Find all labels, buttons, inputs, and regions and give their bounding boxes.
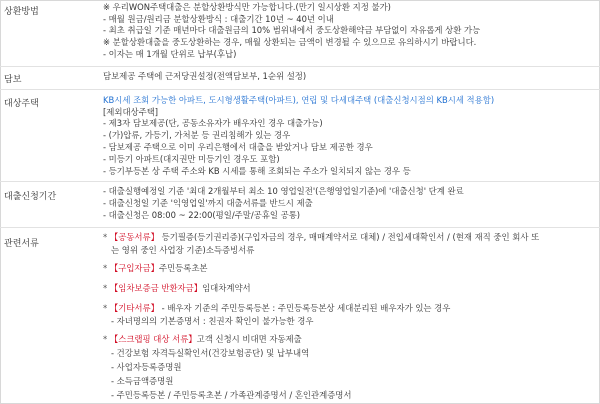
- documents-item-scraping: [103, 334, 302, 345]
- documents-item-other: [103, 303, 450, 314]
- documents-item-purchase: [103, 263, 208, 274]
- repayment-line: ※ 분할상환대출을 중도상환하는 경우, 매월 상환되는 금액이 변경될 수 있으므로 유의하시기 바랍니다.: [103, 37, 477, 47]
- scraping-text: 고객 신청시 비대면 자동제출: [196, 334, 302, 344]
- tag-common: 【공동서류】: [109, 232, 159, 242]
- scraping-sub: - 소득금액증명원: [111, 376, 174, 386]
- tag-scraping: 【스크랩핑 대상 서류】: [109, 334, 197, 344]
- target-house-label: 대상주택: [4, 99, 39, 109]
- repayment-line: - 매월 원금/원리금 분할상환방식 : 대출기간 10년 ~ 40년 이내: [103, 14, 334, 24]
- collateral-line: 담보제공 주택에 근저당권설정(전액담보부, 1순위 설정): [103, 71, 307, 81]
- excluded-item: - 미등기 아파트(대지권만 미등기인 경우도 포함): [103, 154, 280, 164]
- application-period-label: 대출신청기간: [4, 192, 57, 202]
- target-house-highlight: KB시세 조회 가능한 아파트, 도시형생활주택(아파트), 연립 및 다세대주택 (대출신청시점의 KB시세 적용함): [103, 95, 495, 105]
- other-text: - 배우자 기준의 주민등록등본 : 주민등록등본상 세대분리된 배우자가 있는 경우: [161, 303, 451, 313]
- application-period-line: - 대출실행예정일 기준 '최대 2개월부터 최소 10 영업일전'(은행영업일기준)에 '대출신청' 단계 완료: [103, 186, 464, 196]
- documents-label: 관련서류: [4, 239, 39, 249]
- repayment-label: 상환방법: [4, 7, 39, 17]
- documents-common-text-1: 등기필증(등기권리증)(구입자금의 경우, 매매계약서로 대체) / 전입세대확인서 / (현재 재직 중인 회사 또: [161, 232, 540, 242]
- scraping-sub: - 주민등록등본 / 주민등록초본 / 가족관계증명서 / 혼인관계증명서: [111, 390, 352, 400]
- excluded-item: - (가)압류, 가등기, 가처분 등 권리침해가 있는 경우: [103, 130, 291, 140]
- collateral-section: [0, 66, 600, 89]
- tag-other: 【기타서류】: [109, 303, 159, 313]
- documents-item-deposit: [103, 283, 251, 294]
- excluded-item: - 제3자 담보제공(단, 공동소유자가 배우자인 경우 대출가능): [103, 118, 323, 128]
- repayment-section: [0, 0, 600, 64]
- deposit-text: 임대차계약서: [202, 283, 251, 293]
- bullet-mark: *: [103, 303, 108, 313]
- application-period-line: - 대출신청은 08:00 ~ 22:00(평일/주말/공휴일 공통): [103, 210, 301, 220]
- bullet-mark: *: [103, 232, 108, 242]
- tag-purchase: 【구입자금】: [109, 263, 159, 273]
- repayment-line: - 이자는 매 1개월 단위로 납부(후납): [103, 49, 237, 59]
- excluded-item: - 담보제공 주택으로 이미 우리은행에서 대출을 받았거나 담보 제공한 경우: [103, 142, 373, 152]
- documents-section: [0, 227, 600, 404]
- other-sub: - 자녀명의의 기본증명서 : 친권자 확인이 불가능한 경우: [111, 316, 314, 326]
- bullet-mark: *: [103, 283, 108, 293]
- repayment-line: - 최초 취급일 기준 매년마다 대출원금의 10% 범위내에서 중도상환해약금 부담없이 자유롭게 상환 가능: [103, 25, 481, 35]
- excluded-item: - 등기부등본 상 주택 주소와 KB 시세를 통해 조회되는 주소가 일치되지 않는 경우 등: [103, 166, 411, 176]
- repayment-line: ※ 우리WON주택대출은 분할상환방식만 가능합니다.(만기 일시상환 지정 불가): [103, 2, 391, 12]
- purchase-text: 주민등록초본: [158, 263, 208, 273]
- tag-deposit: 【임차보증금 반환자금】: [109, 283, 203, 293]
- target-house-section: [0, 89, 600, 181]
- application-period-line: - 대출신청일 기준 '익영업일'까지 대출서류를 반드시 제출: [103, 198, 313, 208]
- collateral-label: 담보: [4, 75, 22, 85]
- scraping-sub: - 사업자등록증명원: [111, 362, 182, 372]
- documents-item-common: [103, 232, 539, 243]
- bullet-mark: *: [103, 334, 108, 344]
- bullet-mark: *: [103, 263, 108, 273]
- excluded-title: [제외대상주택]: [103, 107, 159, 117]
- scraping-sub: - 건강보험 자격득실확인서(건강보험공단) 및 납부내역: [111, 348, 310, 358]
- application-period-section: [0, 181, 600, 227]
- documents-common-text-2: 는 영위 중인 사업장 기준)소득증빙서류: [111, 245, 255, 255]
